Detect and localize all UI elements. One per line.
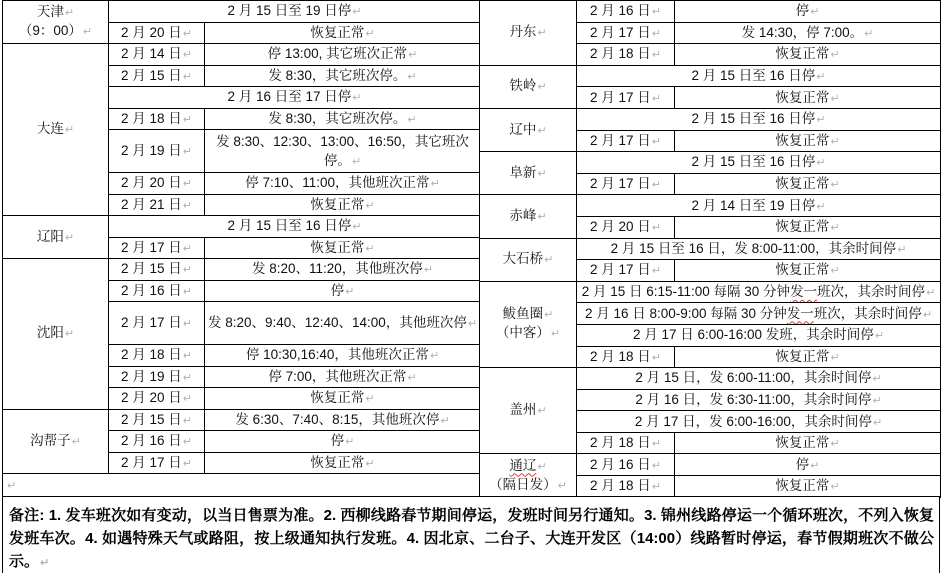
paragraph-mark-icon: ↵: [407, 69, 417, 83]
paragraph-mark-icon: ↵: [182, 435, 192, 449]
city-name-line: 铁岭↵: [509, 78, 547, 94]
status-cell: 恢复正常↵: [675, 432, 941, 454]
schedule-row: [3, 259, 481, 281]
date-cell: 2 月 16 日↵: [109, 431, 205, 453]
status-cell: 发 14:30，停 7:00。↵: [675, 22, 941, 44]
span-status-cell: 2 月 16 日至 17 日停↵: [109, 87, 481, 109]
city-cell: [3, 259, 109, 410]
spellcheck-underline: 通辽: [509, 457, 537, 473]
status-cell: 发 6:30、7:40、8:15，其他班次停↵: [205, 409, 481, 431]
city-cell: [480, 368, 577, 454]
paragraph-mark-icon: ↵: [182, 112, 192, 126]
city-cell: [480, 195, 577, 238]
schedule-row: [480, 65, 941, 87]
paragraph-mark-icon: ↵: [816, 156, 826, 170]
paragraph-mark-icon: ↵: [182, 177, 192, 191]
paragraph-mark-icon: ↵: [64, 327, 75, 341]
left-schedule-table: [2, 0, 481, 474]
paragraph-mark-icon: ↵: [864, 26, 874, 40]
paragraph-mark-icon: ↵: [544, 308, 554, 322]
paragraph-mark-icon: ↵: [365, 198, 375, 212]
schedule-row: [480, 281, 941, 303]
paragraph-mark-icon: ↵: [182, 284, 192, 298]
span-status-cell: 2 月 15 日至 16 日停↵: [109, 216, 481, 238]
date-cell: 2 月 14 日↵: [109, 44, 205, 66]
paragraph-mark-icon: ↵: [537, 209, 547, 223]
paragraph-mark-icon: ↵: [537, 404, 547, 418]
paragraph-mark-icon: ↵: [537, 26, 547, 40]
paragraph-mark-icon: ↵: [182, 349, 192, 363]
status-cell: 恢复正常↵: [675, 216, 941, 238]
span-status-cell: 2 月 15 日至 16 日停↵: [577, 152, 941, 174]
status-cell: 停↵: [675, 1, 941, 23]
span-status-cell: 2 月 15 日至 16 日停↵: [577, 65, 941, 87]
schedule-row: [480, 152, 941, 174]
paragraph-mark-icon: ↵: [345, 435, 355, 449]
status-cell: 恢复正常↵: [675, 87, 941, 109]
paragraph-mark-icon: ↵: [874, 329, 885, 343]
date-cell: 2 月 19 日↵: [109, 366, 205, 388]
paragraph-mark-icon: ↵: [830, 91, 840, 105]
city-name-line: 大连↵: [36, 121, 75, 136]
paragraph-mark-icon: ↵: [82, 25, 93, 38]
date-cell: 2 月 16 日↵: [577, 1, 675, 23]
paragraph-mark-icon: ↵: [816, 70, 826, 84]
paragraph-mark-icon: ↵: [830, 48, 840, 62]
paragraph-mark-icon: ↵: [182, 48, 192, 62]
paragraph-mark-icon: ↵: [71, 434, 81, 448]
paragraph-mark-icon: ↵: [408, 48, 418, 62]
paragraph-mark-icon: ↵: [182, 413, 192, 427]
paragraph-mark-icon: ↵: [182, 317, 192, 330]
paragraph-mark-icon: ↵: [922, 307, 933, 321]
status-cell: 发 8:20、11:20，其他班次停↵: [205, 259, 481, 281]
paragraph-mark-icon: ↵: [182, 198, 192, 212]
paragraph-mark-icon: ↵: [407, 370, 417, 384]
paragraph-mark-icon: ↵: [182, 263, 192, 277]
status-cell: 恢复正常↵: [205, 194, 481, 216]
date-cell: 2 月 18 日↵: [109, 345, 205, 367]
date-cell: 2 月 18 日↵: [577, 432, 675, 454]
paragraph-mark-icon: ↵: [64, 6, 75, 19]
city-cell: [3, 1, 109, 44]
paragraph-mark-icon: ↵: [810, 458, 820, 472]
schedule-row: [480, 238, 941, 260]
paragraph-mark-icon: ↵: [872, 393, 882, 407]
city-name-line: 天津↵: [36, 4, 75, 19]
date-cell: 2 月 17 日↵: [109, 237, 205, 259]
paragraph-mark-icon: ↵: [352, 5, 362, 19]
paragraph-mark-icon: ↵: [830, 221, 840, 235]
paragraph-mark-icon: ↵: [351, 154, 362, 168]
date-cell: 2 月 17 日↵: [109, 452, 205, 474]
date-cell: 2 月 19 日↵: [109, 130, 205, 173]
city-cell: [480, 65, 577, 108]
paragraph-mark-icon: ↵: [182, 145, 192, 158]
paragraph-mark-icon: ↵: [407, 112, 417, 126]
city-name-line: 鲅鱼圈↵: [502, 306, 554, 322]
paragraph-mark-icon: ↵: [926, 286, 936, 300]
date-cell: 2 月 20 日↵: [109, 388, 205, 410]
city-name-line: 赤峰↵: [509, 207, 547, 223]
paragraph-mark-icon: ↵: [365, 26, 375, 40]
date-cell: 2 月 15 日↵: [109, 409, 205, 431]
date-cell: 2 月 17 日↵: [577, 22, 675, 44]
city-name-line: 阜新↵: [509, 164, 547, 180]
date-cell: 2 月 16 日↵: [577, 454, 675, 476]
date-cell: 2 月 17 日↵: [577, 260, 675, 282]
status-cell: 恢复正常↵: [675, 173, 941, 195]
paragraph-mark-icon: ↵: [651, 221, 661, 235]
paragraph-mark-icon: ↵: [537, 459, 547, 473]
paragraph-mark-icon: ↵: [651, 480, 661, 494]
paragraph-mark-icon: ↵: [182, 370, 192, 384]
paragraph-mark-icon: ↵: [830, 264, 840, 278]
schedule-row: [480, 454, 941, 476]
paragraph-mark-icon: ↵: [352, 91, 362, 105]
city-name-line: 盖州↵: [509, 402, 547, 418]
status-cell: 恢复正常↵: [205, 22, 481, 44]
empty-cell: [2, 473, 479, 496]
span-status-cell: 2 月 17 日，发 6:00-16:00，其余时间停↵: [577, 411, 941, 433]
span-status-cell: 2 月 16 日，发 6:30-11:00，其余时间停↵: [577, 389, 941, 411]
status-cell: 停 7:10、11:00，其他班次正常↵: [205, 173, 481, 195]
status-cell: 恢复正常↵: [675, 260, 941, 282]
span-status-cell: 2 月 15 日 6:15-11:00 每隔 30 分钟发一班次，其余时间停↵: [577, 281, 941, 303]
status-cell: 停 10:30,16:40，其他班次正常↵: [205, 345, 481, 367]
schedule-row: [480, 195, 941, 217]
span-status-cell: 2 月 14 日至 19 日停↵: [577, 195, 941, 217]
date-cell: 2 月 18 日↵: [577, 44, 675, 66]
date-cell: 2 月 18 日↵: [577, 476, 675, 498]
schedule-row: [480, 1, 941, 23]
status-cell: 恢复正常↵: [205, 237, 481, 259]
city-name-line: （中客）↵: [495, 325, 561, 341]
paragraph-mark-icon: ↵: [544, 253, 554, 267]
paragraph-mark-icon: ↵: [651, 437, 661, 451]
city-cell: [3, 409, 109, 474]
city-name-line: （隔日发）↵: [489, 476, 567, 492]
city-cell: [480, 454, 577, 497]
status-cell: 停 7:00，其他班次正常↵: [205, 366, 481, 388]
status-cell: 停↵: [205, 280, 481, 302]
paragraph-mark-icon: ↵: [816, 113, 826, 127]
status-cell: 恢复正常↵: [205, 388, 481, 410]
city-cell: [3, 44, 109, 216]
paragraph-mark-icon: ↵: [557, 478, 567, 492]
city-name-line: 沈阳↵: [36, 325, 75, 341]
paragraph-mark-icon: ↵: [182, 392, 192, 406]
span-status-cell: 2 月 15 日至 19 日停↵: [109, 1, 481, 23]
status-cell: 恢复正常↵: [675, 346, 941, 368]
paragraph-mark-icon: ↵: [365, 392, 375, 406]
paragraph-mark-icon: ↵: [182, 456, 192, 470]
schedule-row: [3, 1, 481, 23]
span-status-cell: 2 月 15 日至 16 日，发 8:00-11:00，其余时间停↵: [577, 238, 941, 260]
status-cell: 恢复正常↵: [675, 130, 941, 152]
date-cell: 2 月 20 日↵: [109, 22, 205, 44]
date-cell: 2 月 17 日↵: [577, 87, 675, 109]
status-cell: 发 8:30，其它班次停。↵: [205, 108, 481, 130]
paragraph-mark-icon: ↵: [651, 26, 661, 40]
schedule-row: [3, 44, 481, 66]
status-cell: 停↵: [205, 431, 481, 453]
city-name-line: 辽阳↵: [36, 228, 75, 244]
paragraph-mark-icon: ↵: [651, 5, 661, 19]
paragraph-mark-icon: ↵: [182, 69, 192, 83]
status-cell: 发 8:30、12:30、13:00、16:50，其它班次停。↵: [205, 130, 481, 173]
paragraph-mark-icon: ↵: [550, 327, 561, 341]
paragraph-mark-icon: ↵: [651, 264, 661, 278]
paragraph-mark-icon: ↵: [651, 134, 661, 148]
paragraph-mark-icon: ↵: [830, 178, 840, 192]
paragraph-mark-icon: ↵: [830, 350, 840, 364]
date-cell: 2 月 21 日↵: [109, 194, 205, 216]
schedule-row: [3, 409, 481, 431]
city-name-line: （9：00）↵: [18, 23, 93, 38]
date-cell: 2 月 20 日↵: [109, 173, 205, 195]
paragraph-mark-icon: ↵: [651, 48, 661, 62]
paragraph-mark-icon: ↵: [423, 263, 434, 277]
paragraph-mark-icon: ↵: [816, 199, 826, 213]
date-cell: 2 月 17 日↵: [577, 173, 675, 195]
spellcheck-underline: 发一: [786, 305, 814, 321]
schedule-row: [3, 216, 481, 238]
paragraph-mark-icon: ↵: [830, 480, 840, 494]
city-name-line: [482, 457, 574, 476]
paragraph-mark-icon: ↵: [830, 437, 840, 451]
paragraph-mark-icon: ↵: [352, 220, 362, 234]
span-status-cell: 2 月 15 日至 16 日停↵: [577, 108, 941, 130]
status-cell: 停 13:00, 其它班次正常↵: [205, 44, 481, 66]
status-cell: 恢复正常↵: [675, 476, 941, 498]
schedule-row: [480, 368, 941, 390]
paragraph-mark-icon: ↵: [182, 241, 192, 255]
paragraph-mark-icon: ↵: [651, 350, 661, 364]
paragraph-mark-icon: ↵: [430, 177, 440, 191]
paragraph-mark-icon: ↵: [64, 123, 75, 136]
city-cell: [480, 238, 577, 281]
date-cell: 2 月 18 日↵: [577, 346, 675, 368]
paragraph-mark-icon: ↵: [7, 478, 17, 492]
footnote: [2, 496, 940, 573]
status-cell: 发 8:20、9:40、12:40、14:00，其他班次停↵: [205, 302, 481, 345]
paragraph-mark-icon: ↵: [651, 178, 661, 192]
span-status-cell: 2 月 16 日 8:00-9:00 每隔 30 分钟发一班次，其余时间停↵: [577, 303, 941, 325]
paragraph-mark-icon: ↵: [872, 372, 882, 386]
schedule-row: [480, 108, 941, 130]
paragraph-mark-icon: ↵: [40, 556, 50, 569]
paragraph-mark-icon: ↵: [182, 26, 192, 40]
paragraph-mark-icon: ↵: [651, 458, 661, 472]
city-name-line: 辽中↵: [509, 121, 547, 137]
span-status-cell: 2 月 15 日，发 6:00-11:00，其余时间停↵: [577, 368, 941, 390]
city-cell: [3, 216, 109, 259]
city-name-line: 沟帮子↵: [30, 432, 81, 448]
paragraph-mark-icon: ↵: [365, 241, 375, 255]
right-schedule-table: [479, 0, 941, 498]
city-name-line: 丹东↵: [509, 24, 547, 40]
date-cell: 2 月 16 日↵: [109, 280, 205, 302]
footnote-text: 备注: 1. 发车班次如有变动，以当日售票为准。2. 西柳线路春节期间停运，发班时间另行通知。3. 锦州线路停运一个循环班次，不列入恢复发班车次。4. 如遇特殊天气或路阻，按上级通知执行发班。4. 因北京、二台子、大连开发区（14:00）线路暂时停运，春节假期班次不做公示。: [9, 507, 934, 570]
paragraph-mark-icon: ↵: [365, 456, 375, 470]
paragraph-mark-icon: ↵: [651, 91, 661, 105]
paragraph-mark-icon: ↵: [537, 123, 547, 137]
city-name-line: 大石桥↵: [502, 251, 554, 267]
span-status-cell: 2 月 17 日 6:00-16:00 发班，其余时间停↵: [577, 324, 941, 346]
spellcheck-underline: 发一: [790, 284, 818, 300]
status-cell: 停↵: [675, 454, 941, 476]
city-cell: [480, 152, 577, 195]
paragraph-mark-icon: ↵: [467, 317, 478, 330]
paragraph-mark-icon: ↵: [810, 5, 820, 19]
city-cell: [480, 108, 577, 151]
status-cell: 恢复正常↵: [675, 44, 941, 66]
paragraph-mark-icon: ↵: [537, 166, 547, 180]
date-cell: 2 月 15 日↵: [109, 65, 205, 87]
paragraph-mark-icon: ↵: [537, 80, 547, 94]
paragraph-mark-icon: ↵: [872, 415, 883, 429]
status-cell: 恢复正常↵: [205, 452, 481, 474]
paragraph-mark-icon: ↵: [440, 413, 450, 427]
date-cell: 2 月 17 日↵: [577, 130, 675, 152]
paragraph-mark-icon: ↵: [830, 134, 840, 148]
paragraph-mark-icon: ↵: [345, 284, 355, 298]
city-cell: [480, 281, 577, 367]
date-cell: 2 月 17 日↵: [109, 302, 205, 345]
paragraph-mark-icon: ↵: [897, 242, 907, 256]
status-cell: 发 8:30，其它班次停。↵: [205, 65, 481, 87]
date-cell: 2 月 15 日↵: [109, 259, 205, 281]
paragraph-mark-icon: ↵: [429, 349, 440, 363]
date-cell: 2 月 18 日↵: [109, 108, 205, 130]
city-cell: [480, 1, 577, 66]
date-cell: 2 月 20 日↵: [577, 216, 675, 238]
paragraph-mark-icon: ↵: [64, 230, 75, 244]
